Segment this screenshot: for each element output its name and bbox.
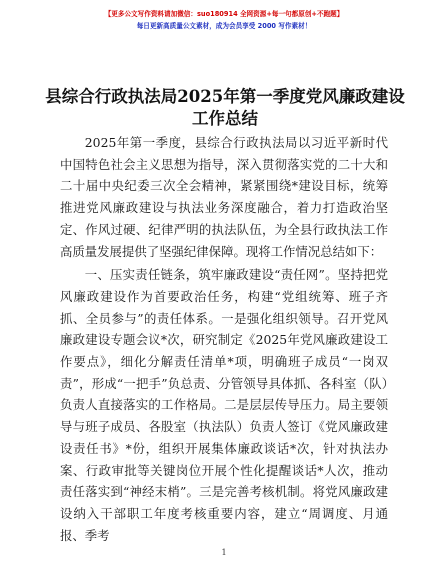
- intro-paragraph: 2025年第一季度，县综合行政执法局以习近平新时代中国特色社会主义思想为指导，深入贯彻落实党的二十大和二十届中央纪委三次全会精神，紧紧围绕*建设目标，统筹推进党风廉政建设与执法业务深度融合，着力打造政治坚定、作风过硬、纪律严明的执法队伍，为全县行政执法工作高质量发展提供了坚强纪律保障。现将工作情况总结如下：: [60, 135, 388, 259]
- document-title: 县综合行政执法局2025年第一季度党风廉政建设工作总结: [45, 87, 405, 128]
- page-number: 1: [221, 548, 227, 557]
- promo-banner-line-1: 【更多公文写作资料请加微信：suo180914 全网资源+每一句都原创+不跑题】: [104, 10, 344, 18]
- section-one-paragraph: 一、压实责任链条，筑牢廉政建设“责任网”。坚持把党风廉政建设作为首要政治任务，构建“党组统筹、班子齐抓、全员参与”的责任体系。一是强化组织领导。召开党风廉政建设专题会议*次，研究制定《2025年党风廉政建设工作要点》，细化分解责任清单*项，明确班子成员“一岗双责”，形成“一把手”负总责、分管领导具体抓、各科室（队）负责人直接落实的工作格局。二是层层传导压力。局主要领导与班子成员、各股室（执法队）负责人签订《党风廉政建设责任书》*份，组织开展集体廉政谈话*次，针对执法办案、行政审批等关键岗位开展个性化提醒谈话*人次，推动责任落实到“神经末梢”。三是完善考核机制。将党风廉政建设纳入干部职工年度考核重要内容，建立“周调度、月通报、季考: [60, 267, 388, 543]
- promo-banner-line-2: 每日更新高质量公文素材，成为会员享受 2000 写作素材！: [136, 22, 312, 30]
- document-body: [60, 132, 388, 548]
- promo-banner: [0, 8, 448, 32]
